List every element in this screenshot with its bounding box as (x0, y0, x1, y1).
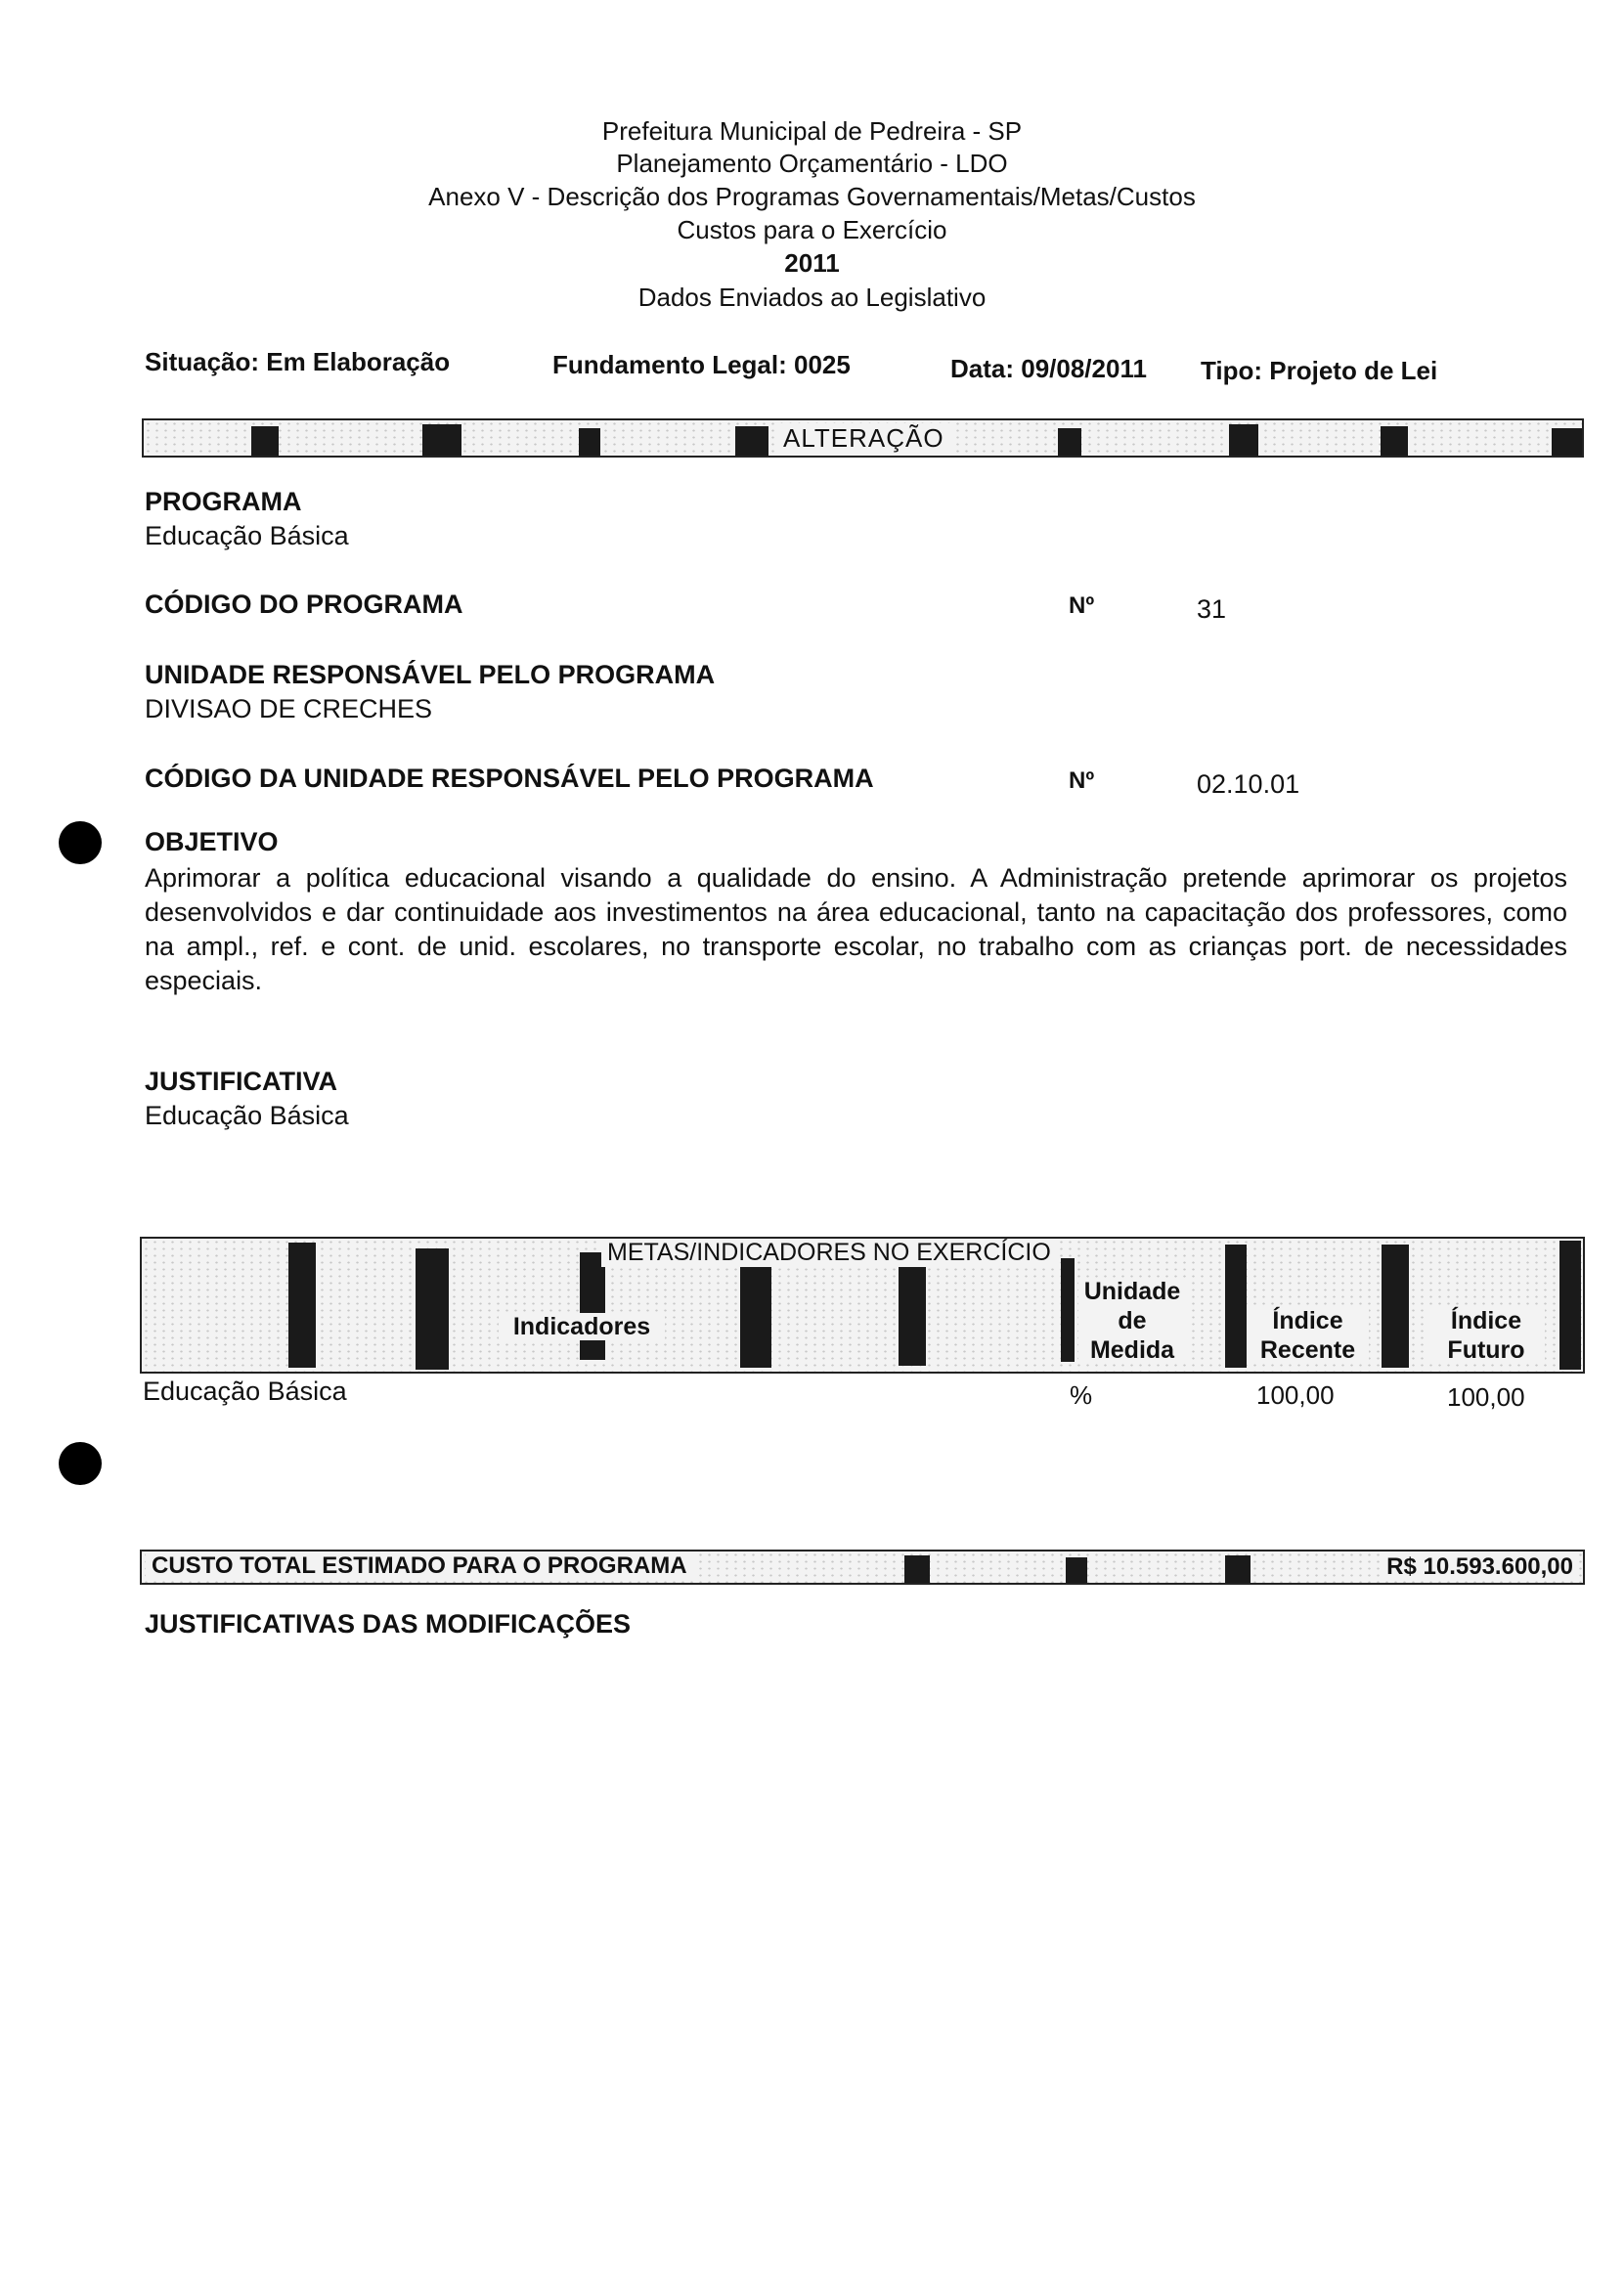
codigo-unidade-label: CÓDIGO DA UNIDADE RESPONSÁVEL PELO PROGRAMA (145, 764, 874, 793)
col-recente-2: Recente (1247, 1336, 1369, 1364)
fundamento-legal: Fundamento Legal: 0025 (552, 350, 851, 379)
col-unidade-3: Medida (1078, 1336, 1186, 1364)
custo-total-label: CUSTO TOTAL ESTIMADO PARA O PROGRAMA (146, 1552, 693, 1580)
metas-title: METAS/INDICADORES NO EXERCÍCIO (601, 1239, 1057, 1267)
header-line-4: Custos para o Exercício (677, 215, 947, 244)
col-futuro-1: Índice (1427, 1307, 1545, 1334)
unidade-label: UNIDADE RESPONSÁVEL PELO PROGRAMA (145, 660, 716, 689)
alteracao-bar (142, 418, 1584, 458)
col-recente-1: Índice (1247, 1307, 1369, 1334)
header-line-2: Planejamento Orçamentário - LDO (616, 149, 1008, 178)
metas-row-recente: 100,00 (1256, 1380, 1335, 1410)
tipo: Tipo: Projeto de Lei (1201, 356, 1438, 385)
codigo-programa-value: 31 (1197, 594, 1227, 624)
data: Data: 09/08/2011 (950, 354, 1147, 383)
col-futuro-2: Futuro (1427, 1336, 1545, 1364)
custo-total-value: R$ 10.593.600,00 (1381, 1553, 1579, 1581)
col-unidade-1: Unidade (1078, 1278, 1186, 1305)
objetivo-label: OBJETIVO (145, 827, 279, 856)
metas-row-futuro: 100,00 (1447, 1382, 1525, 1412)
situacao: Situação: Em Elaboração (145, 347, 451, 376)
codigo-unidade-no: Nº (1069, 767, 1095, 794)
codigo-unidade-value: 02.10.01 (1197, 769, 1300, 799)
programa-label: PROGRAMA (145, 487, 302, 516)
punch-hole-top (59, 821, 102, 864)
programa-value: Educação Básica (145, 521, 349, 550)
punch-hole-bottom (59, 1442, 102, 1485)
alteracao-label: ALTERAÇÃO (777, 423, 950, 454)
header-line-3: Anexo V - Descrição dos Programas Governamentais/Metas/Custos (428, 182, 1196, 211)
custo-total-bar (140, 1550, 1585, 1585)
codigo-programa-no: Nº (1069, 592, 1095, 619)
codigo-programa-label: CÓDIGO DO PROGRAMA (145, 590, 463, 619)
col-indicadores: Indicadores (499, 1313, 665, 1340)
col-unidade-2: de (1078, 1307, 1186, 1334)
metas-row-unidade: % (1070, 1380, 1093, 1410)
metas-table-header (140, 1237, 1585, 1374)
header-line-1: Prefeitura Municipal de Pedreira - SP (601, 116, 1023, 146)
header-year: 2011 (784, 248, 840, 278)
metas-row-indicador: Educação Básica (143, 1377, 347, 1406)
justificativas-modificacoes-label: JUSTIFICATIVAS DAS MODIFICAÇÕES (145, 1609, 632, 1639)
objetivo-text: Aprimorar a política educacional visando a qualidade do ensino. A Administração pretende aprimorar os projetos desenvolvidos e dar continuidade aos investimentos na área educacional, tanto na capacitação dos professores, como na ampl., ref. e cont. de unid. escolares, no transporte escolar, no trabalho com as crianças port. de necessidades especiais. (145, 863, 1567, 995)
justificativa-value: Educação Básica (145, 1101, 349, 1130)
justificativa-label: JUSTIFICATIVA (145, 1067, 338, 1096)
unidade-value: DIVISAO DE CRECHES (145, 694, 433, 723)
header-line-6: Dados Enviados ao Legislativo (637, 283, 987, 312)
